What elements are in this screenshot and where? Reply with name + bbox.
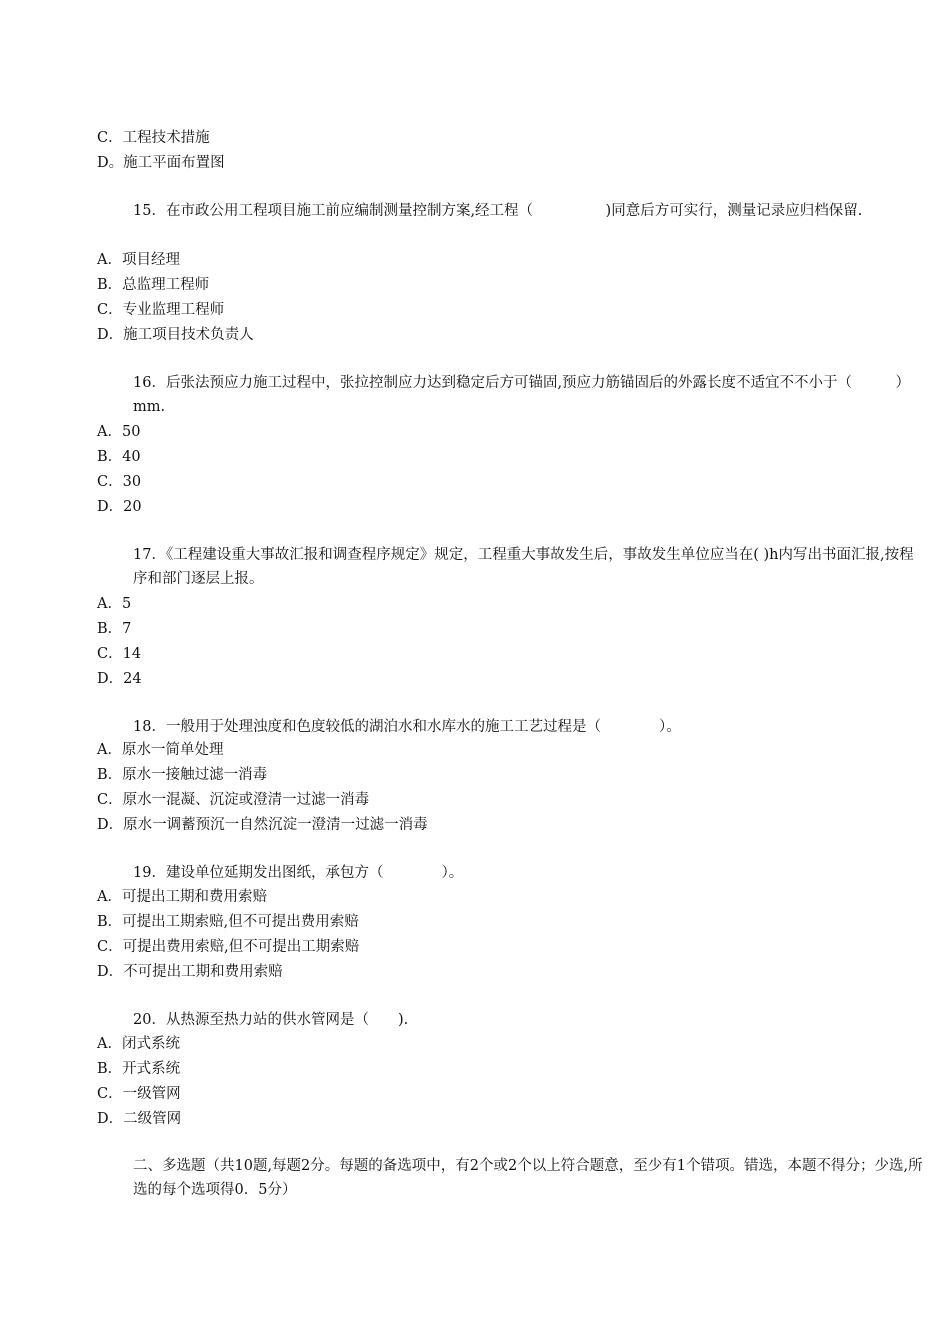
q19-option-d: D．不可提出工期和费用索赔 [97,964,283,980]
q15-option-d: D．施工项目技术负责人 [97,327,254,343]
q18-option-c: C．原水一混凝、沉淀或澄清一过滤一消毒 [97,792,370,808]
q16-option-c: C．30 [97,474,142,490]
q20-option-d: D．二级管网 [97,1111,182,1127]
q15-option-a: A．项目经理 [97,252,180,268]
question-stem-text: 20．从热源至热力站的供水管网是（ ). [133,1012,409,1028]
q20-option-c: C．一级管网 [97,1086,181,1102]
q15-option-c: C．专业监理工程师 [97,302,225,318]
q18-option-b: B．原水一接触过滤一消毒 [97,767,268,783]
question-16-stem [97,371,927,419]
question-stem-text: 15．在市政公用工程项目施工前应编制测量控制方案,经工程（ )同意后方可实行，测量记录应归档保留. [133,203,863,219]
section-heading-text: 二、多选题（共10题,每题2分。每题的备选项中，有2个或2个以上符合题意，至少有1个错项。错选，本题不得分；少选,所选的每个选项得0．5分） [133,1158,923,1198]
question-20-stem [97,1008,927,1032]
q16-option-b: B．40 [97,449,141,465]
q16-option-d: D．20 [97,499,142,515]
question-19-stem [97,861,927,885]
q17-option-a: A．5 [97,596,132,612]
question-17-stem [97,543,927,591]
question-18-stem [97,715,927,739]
q18-option-a: A．原水一简单处理 [97,742,224,758]
q17-option-d: D．24 [97,671,142,687]
q20-option-a: A．闭式系统 [97,1036,180,1052]
q16-option-a: A．50 [97,424,141,440]
q17-option-c: C．14 [97,646,142,662]
q20-option-b: B．开式系统 [97,1061,181,1077]
question-15-stem [97,199,927,223]
section-heading-multiple-choice [97,1154,927,1202]
q19-option-c: C．可提出费用索赔,但不可提出工期索赔 [97,939,360,955]
question-stem-text: 17．《工程建设重大事故汇报和调查程序规定》规定，工程重大事故发生后，事故发生单位应当在( )h内写出书面汇报,按程序和部门逐层上报。 [133,547,914,587]
q15-option-b: B．总监理工程师 [97,277,210,293]
question-stem-text: 18．一般用于处理浊度和色度较低的湖泊水和水库水的施工工艺过程是（ ）。 [133,719,681,735]
question-stem-text: 16．后张法预应力施工过程中，张拉控制应力达到稳定后方可锚固,预应力筋锚固后的外露长度不适宜不不小于（ ）mm. [133,375,911,415]
q19-option-b: B．可提出工期索赔,但不可提出费用索赔 [97,914,359,930]
q18-option-d: D．原水一调蓄预沉一自然沉淀一澄清一过滤一消毒 [97,817,428,833]
prev-option-c: C．工程技术措施 [97,130,210,146]
q19-option-a: A．可提出工期和费用索赔 [97,889,267,905]
question-stem-text: 19．建设单位延期发出图纸，承包方（ ）。 [133,865,464,881]
prev-option-d: D。施工平面布置图 [97,155,225,171]
q17-option-b: B．7 [97,621,132,637]
